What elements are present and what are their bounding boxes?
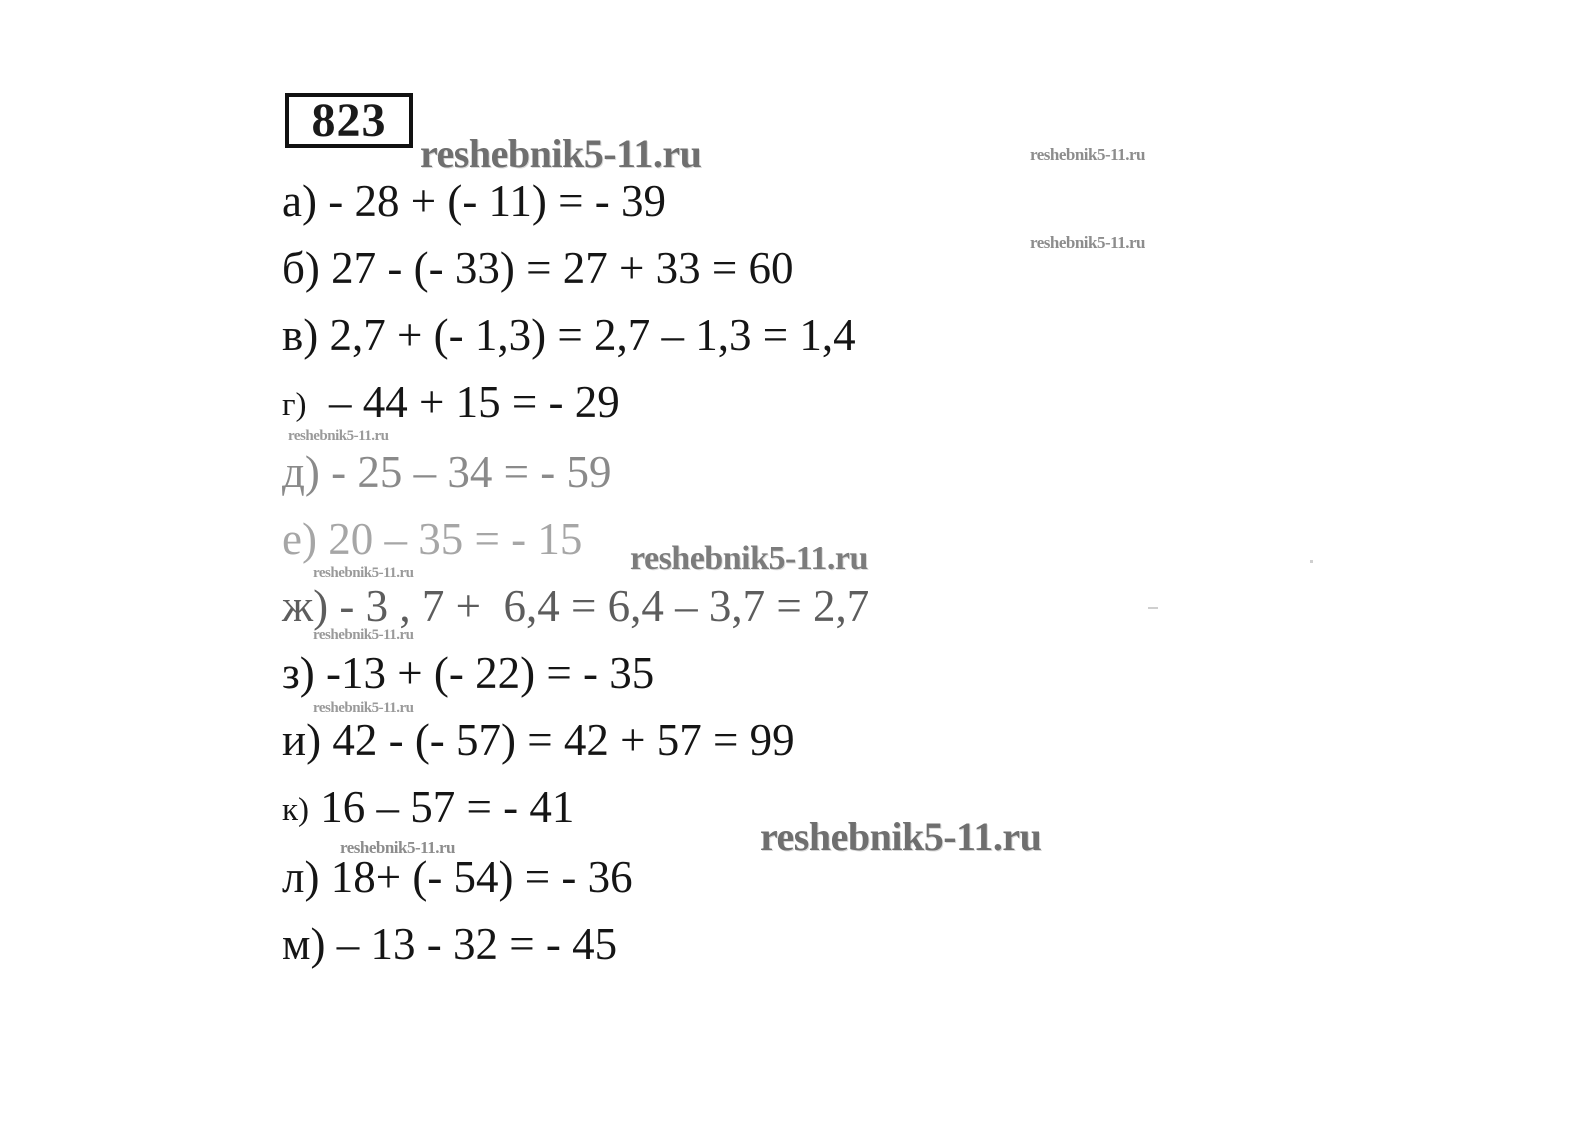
- watermark: reshebnik5-11.ru: [313, 700, 414, 716]
- solution-line: [282, 911, 1182, 978]
- solution-line-label: м): [282, 919, 326, 969]
- solution-line-label: л): [282, 852, 320, 902]
- solution-line-expression: 2,7 + (- 1,3) = 2,7 – 1,3 = 1,4: [318, 310, 856, 360]
- watermark: reshebnik5-11.ru: [630, 540, 868, 577]
- solution-line-expression: – 13 - 32 = - 45: [325, 919, 618, 969]
- task-number-box: 823: [285, 93, 413, 148]
- solution-line-label: в): [282, 310, 319, 360]
- solution-line: [282, 302, 1182, 369]
- solution-line-expression: - 28 + (- 11) = - 39: [316, 176, 666, 226]
- watermark: reshebnik5-11.ru: [340, 838, 455, 857]
- solution-line-expression: 27 - (- 33) = 27 + 33 = 60: [319, 243, 794, 293]
- solution-line-label: е): [282, 514, 317, 564]
- watermark: reshebnik5-11.ru: [288, 428, 389, 444]
- solution-line: [282, 168, 1182, 235]
- solution-line: [282, 640, 1182, 707]
- solution-line-expression: -13 + (- 22) = - 35: [314, 648, 655, 698]
- solution-line-expression: – 44 + 15 = - 29: [306, 377, 620, 427]
- solution-line-expression: 42 - (- 57) = 42 + 57 = 99: [321, 715, 795, 765]
- watermark: reshebnik5-11.ru: [313, 565, 414, 581]
- scan-speck: [1310, 560, 1313, 563]
- solution-line-label: з): [282, 648, 315, 698]
- solution-line-label: и): [282, 715, 322, 765]
- solution-line: [282, 707, 1182, 774]
- watermark: reshebnik5-11.ru: [760, 814, 1042, 859]
- watermark: reshebnik5-11.ru: [313, 627, 414, 643]
- watermark: reshebnik5-11.ru: [420, 131, 702, 176]
- solution-line-label: д): [282, 447, 320, 497]
- solution-line-expression: 18+ (- 54) = - 36: [319, 852, 633, 902]
- solution-line-label: б): [282, 243, 320, 293]
- solution-line-expression: - 3 , 7 + 6,4 = 6,4 – 3,7 = 2,7: [328, 581, 870, 631]
- solution-line-expression: 16 – 57 = - 41: [309, 782, 575, 832]
- solution-line: [282, 439, 1182, 506]
- solution-line-label: ж): [282, 581, 329, 631]
- scan-speck: [1148, 607, 1158, 609]
- solution-line-label: г): [282, 387, 307, 423]
- solution-line: [282, 774, 1182, 844]
- solution-line-label: к): [282, 792, 310, 828]
- solution-line-expression: 20 – 35 = - 15: [316, 514, 583, 564]
- solution-line-expression: - 25 – 34 = - 59: [319, 447, 612, 497]
- solution-line: [282, 369, 1182, 439]
- watermark: reshebnik5-11.ru: [1030, 145, 1145, 164]
- solution-line: [282, 573, 1182, 640]
- solution-line-label: а): [282, 176, 317, 226]
- watermark: reshebnik5-11.ru: [1030, 233, 1145, 252]
